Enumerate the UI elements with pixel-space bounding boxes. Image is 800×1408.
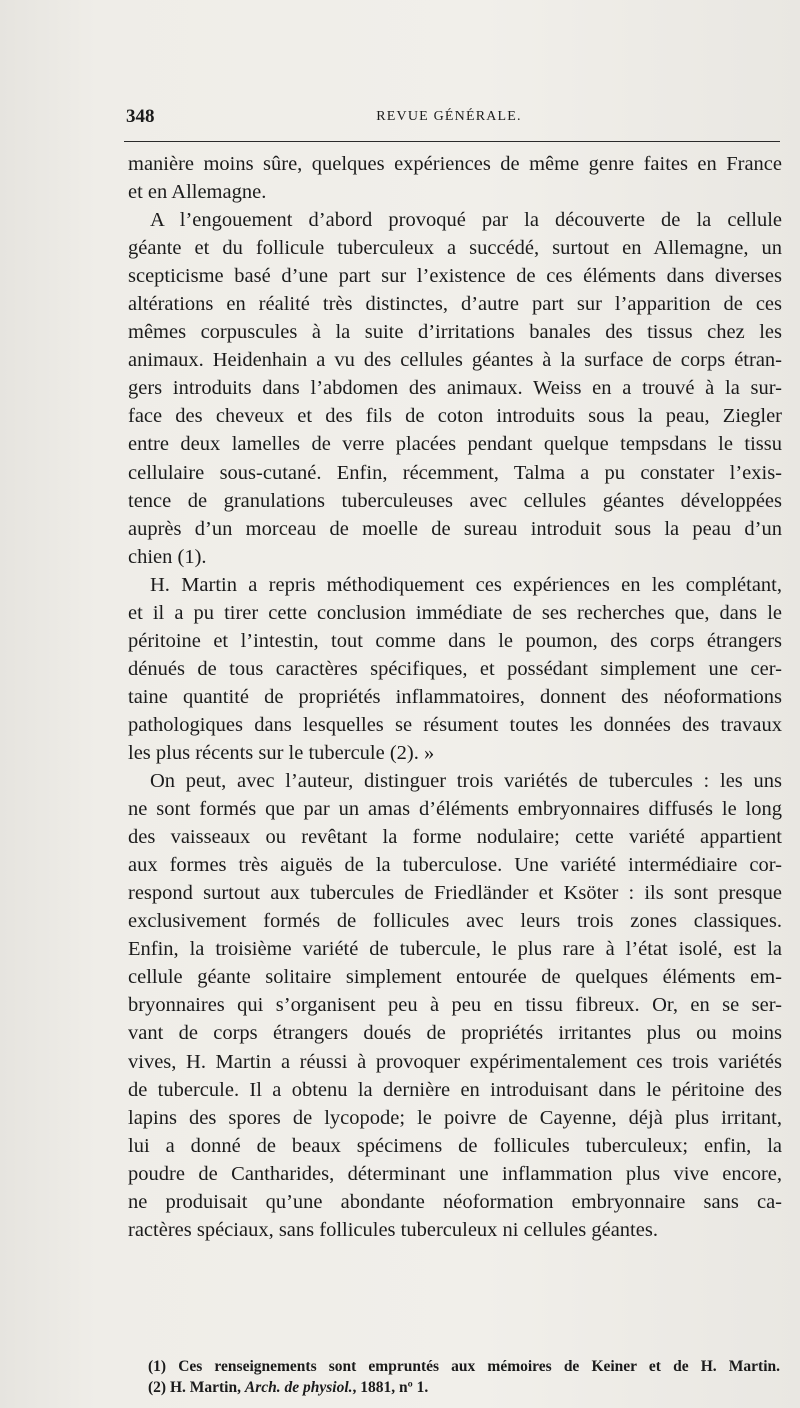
text-line: de tubercule. Il a obtenu la dernière en introduisant dans le péritoine des (128, 1078, 782, 1101)
text-line: poudre de Cantharides, déterminant une inflammation plus vive encore, (128, 1162, 782, 1185)
text-line: H. Martin a repris méthodiquement ces expériences en les complétant, (150, 573, 782, 596)
text-line: tence de granulations tuberculeuses avec cellules géantes développées (128, 489, 782, 512)
text-line: bryonnaires qui s’organisent peu à peu en tissu fibreux. Or, en se ser- (128, 994, 782, 1017)
footnote-1: (1) Ces renseignements sont empruntés aux mémoires de Keiner et de H. Martin. (148, 1358, 780, 1375)
text-line: cellule géante solitaire simplement entourée de quelques éléments em- (128, 966, 782, 989)
text-line: les plus récents sur le tubercule (2). » (128, 741, 435, 764)
text-line: scepticisme basé d’une part sur l’existence de ces éléments dans diverses (128, 265, 782, 288)
text-line: lui a donné de beaux spécimens de follicules tuberculeux; enfin, la (128, 1134, 782, 1157)
text-line: auprès d’un morceau de moelle de sureau introduit sous la peau d’un (128, 517, 782, 540)
body-text (128, 150, 782, 1244)
page-number: 348 (126, 106, 155, 127)
text-line: et en Allemagne. (128, 181, 267, 204)
text-line: A l’engouement d’abord provoqué par la découverte de la cellule (150, 209, 782, 232)
text-line: lapins des spores de lycopode; le poivre de Cayenne, déjà plus irritant, (128, 1106, 782, 1129)
footnote-2-suffix: , 1881, nº 1. (352, 1379, 429, 1396)
text-line: et il a pu tirer cette conclusion immédiate de ses recherches que, dans le (128, 601, 782, 624)
text-line: ractères spéciaux, sans follicules tuberculeux ni cellules géantes. (128, 1218, 658, 1241)
text-line: animaux. Heidenhain a vu des cellules géantes à la surface de corps étran- (128, 349, 782, 372)
text-line: péritoine et l’intestin, tout comme dans le poumon, des corps étrangers (128, 629, 782, 652)
text-line: Enfin, la troisième variété de tubercule, le plus rare à l’état isolé, est la (128, 938, 782, 961)
text-line: mêmes corpuscules à la suite d’irritations banales des tissus chez les (128, 321, 782, 344)
text-line: vives, H. Martin a réussi à provoquer expérimentalement ces trois variétés (128, 1050, 782, 1073)
footnote-2-journal: Arch. de physiol. (244, 1379, 353, 1396)
footnotes (148, 1356, 780, 1398)
text-line: ne sont formés que par un amas d’éléments embryonnaires diffusés le long (128, 798, 782, 821)
text-line: ne produisait qu’une abondante néoformation embryonnaire sans ca- (128, 1190, 782, 1213)
text-line: dénués de tous caractères spécifiques, et possédant simplement une cer- (128, 657, 782, 680)
running-head: REVUE GÉNÉRALE. (376, 109, 522, 124)
page-header (118, 106, 780, 130)
text-line: entre deux lamelles de verre placées pendant quelque tempsdans le tissu (128, 433, 782, 456)
text-line: taine quantité de propriétés inflammatoires, donnent des néoformations (128, 685, 782, 708)
text-line: gers introduits dans l’abdomen des animaux. Weiss en a trouvé à la sur- (128, 377, 782, 400)
text-line: respond surtout aux tubercules de Friedländer et Ksöter : ils sont presque (128, 882, 782, 905)
header-rule (124, 141, 780, 142)
text-line: vant de corps étrangers doués de propriétés irritantes plus ou moins (128, 1022, 782, 1045)
text-line: pathologiques dans lesquelles se résument toutes les données des travaux (128, 713, 782, 736)
text-line: des vaisseaux ou revêtant la forme nodulaire; cette variété appartient (128, 826, 782, 849)
text-line: manière moins sûre, quelques expériences de même genre faites en France (128, 153, 782, 175)
text-line: chien (1). (128, 545, 207, 568)
text-line: aux formes très aiguës de la tuberculose. Une variété intermédiaire cor- (128, 854, 782, 877)
footnote-2 (148, 1377, 780, 1398)
text-line: exclusivement formés de follicules avec leurs trois zones classiques. (128, 910, 782, 933)
text-line: altérations en réalité très distinctes, d’autre part sur l’apparition de ces (128, 293, 782, 316)
text-line: On peut, avec l’auteur, distinguer trois variétés de tubercules : les uns (150, 770, 782, 793)
text-line: géante et du follicule tuberculeux a succédé, surtout en Allemagne, un (128, 237, 782, 260)
text-line: face des cheveux et des fils de coton introduits sous la peau, Ziegler (128, 405, 782, 428)
footnote-2-prefix: (2) H. Martin, (148, 1379, 245, 1396)
text-line: cellulaire sous-cutané. Enfin, récemment, Talma a pu constater l’exis- (128, 461, 782, 484)
